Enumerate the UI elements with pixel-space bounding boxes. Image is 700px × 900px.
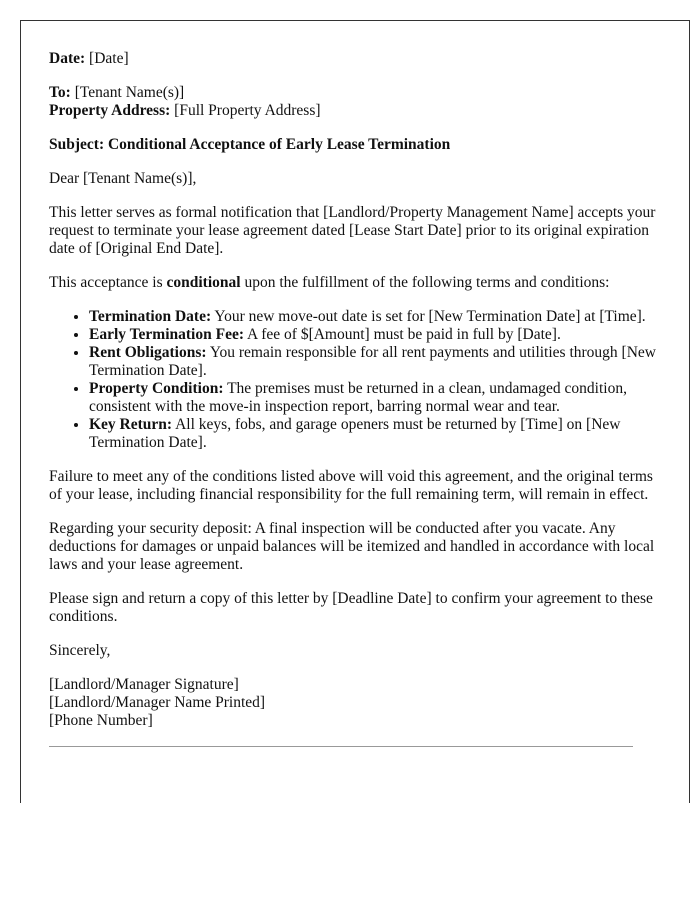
condition-item-termination-date xyxy=(89,308,661,326)
date-line xyxy=(49,50,661,68)
phone-line: [Phone Number] xyxy=(49,712,153,729)
recipient-block xyxy=(49,84,661,120)
signature-block xyxy=(49,676,661,730)
signature-line: [Landlord/Manager Signature] xyxy=(49,676,239,693)
condition-label: Termination Date: xyxy=(89,308,212,325)
conditions-intro-post: upon the fulfillment of the following terms and conditions: xyxy=(240,274,610,291)
condition-label: Rent Obligations: xyxy=(89,344,207,361)
to-label: To: xyxy=(49,84,71,101)
condition-item-key-return xyxy=(89,416,661,452)
deposit-paragraph: Regarding your security deposit: A final inspection will be conducted after you vacate. Any deductions for damages or unpaid balances will be itemized and handled in accordance with local laws and your lease agreement. xyxy=(49,520,655,573)
condition-item-early-termination-fee xyxy=(89,326,661,344)
condition-text: You remain responsible for all rent payments and utilities through [New Termination Date]. xyxy=(89,344,656,379)
condition-text: All keys, fobs, and garage openers must be returned by [Time] on [New Termination Date]. xyxy=(89,416,621,451)
condition-text: Your new move-out date is set for [New Termination Date] at [Time]. xyxy=(211,308,646,325)
printed-name-line: [Landlord/Manager Name Printed] xyxy=(49,694,266,711)
date-value: [Date] xyxy=(85,50,129,67)
letter-content xyxy=(49,21,661,747)
valediction: Sincerely, xyxy=(49,642,111,659)
condition-label: Early Termination Fee: xyxy=(89,326,244,343)
conditional-emphasis: conditional xyxy=(166,274,241,291)
subject-text: Subject: Conditional Acceptance of Early Lease Termination xyxy=(49,136,451,153)
conditions-intro-pre: This acceptance is xyxy=(49,274,167,291)
to-line xyxy=(49,84,184,101)
failure-paragraph: Failure to meet any of the conditions listed above will void this agreement, and the original terms of your lease, including financial responsibility for the full remaining term, will remain in effect. xyxy=(49,468,653,503)
address-label: Property Address: xyxy=(49,102,171,119)
request-paragraph: Please sign and return a copy of this letter by [Deadline Date] to confirm your agreement to these conditions. xyxy=(49,590,653,625)
date-label: Date: xyxy=(49,50,86,67)
condition-label: Property Condition: xyxy=(89,380,224,397)
condition-label: Key Return: xyxy=(89,416,173,433)
footer-divider xyxy=(49,746,633,747)
salutation: Dear [Tenant Name(s)], xyxy=(49,170,197,187)
condition-text: The premises must be returned in a clean, undamaged condition, consistent with the move-in inspection report, barring normal wear and tear. xyxy=(89,380,627,415)
condition-text: A fee of $[Amount] must be paid in full by [Date]. xyxy=(244,326,561,343)
subject-line xyxy=(49,136,661,154)
condition-item-property-condition xyxy=(89,380,661,416)
address-line xyxy=(49,102,321,119)
condition-item-rent-obligations xyxy=(89,344,661,380)
address-value: [Full Property Address] xyxy=(170,102,321,119)
conditions-intro xyxy=(49,274,661,292)
letter-page xyxy=(20,20,690,803)
intro-paragraph: This letter serves as formal notification that [Landlord/Property Management Name] accepts your request to terminate your lease agreement dated [Lease Start Date] prior to its original expiration date of [Original End Date]. xyxy=(49,204,656,257)
conditions-list xyxy=(49,308,661,452)
to-value: [Tenant Name(s)] xyxy=(70,84,185,101)
